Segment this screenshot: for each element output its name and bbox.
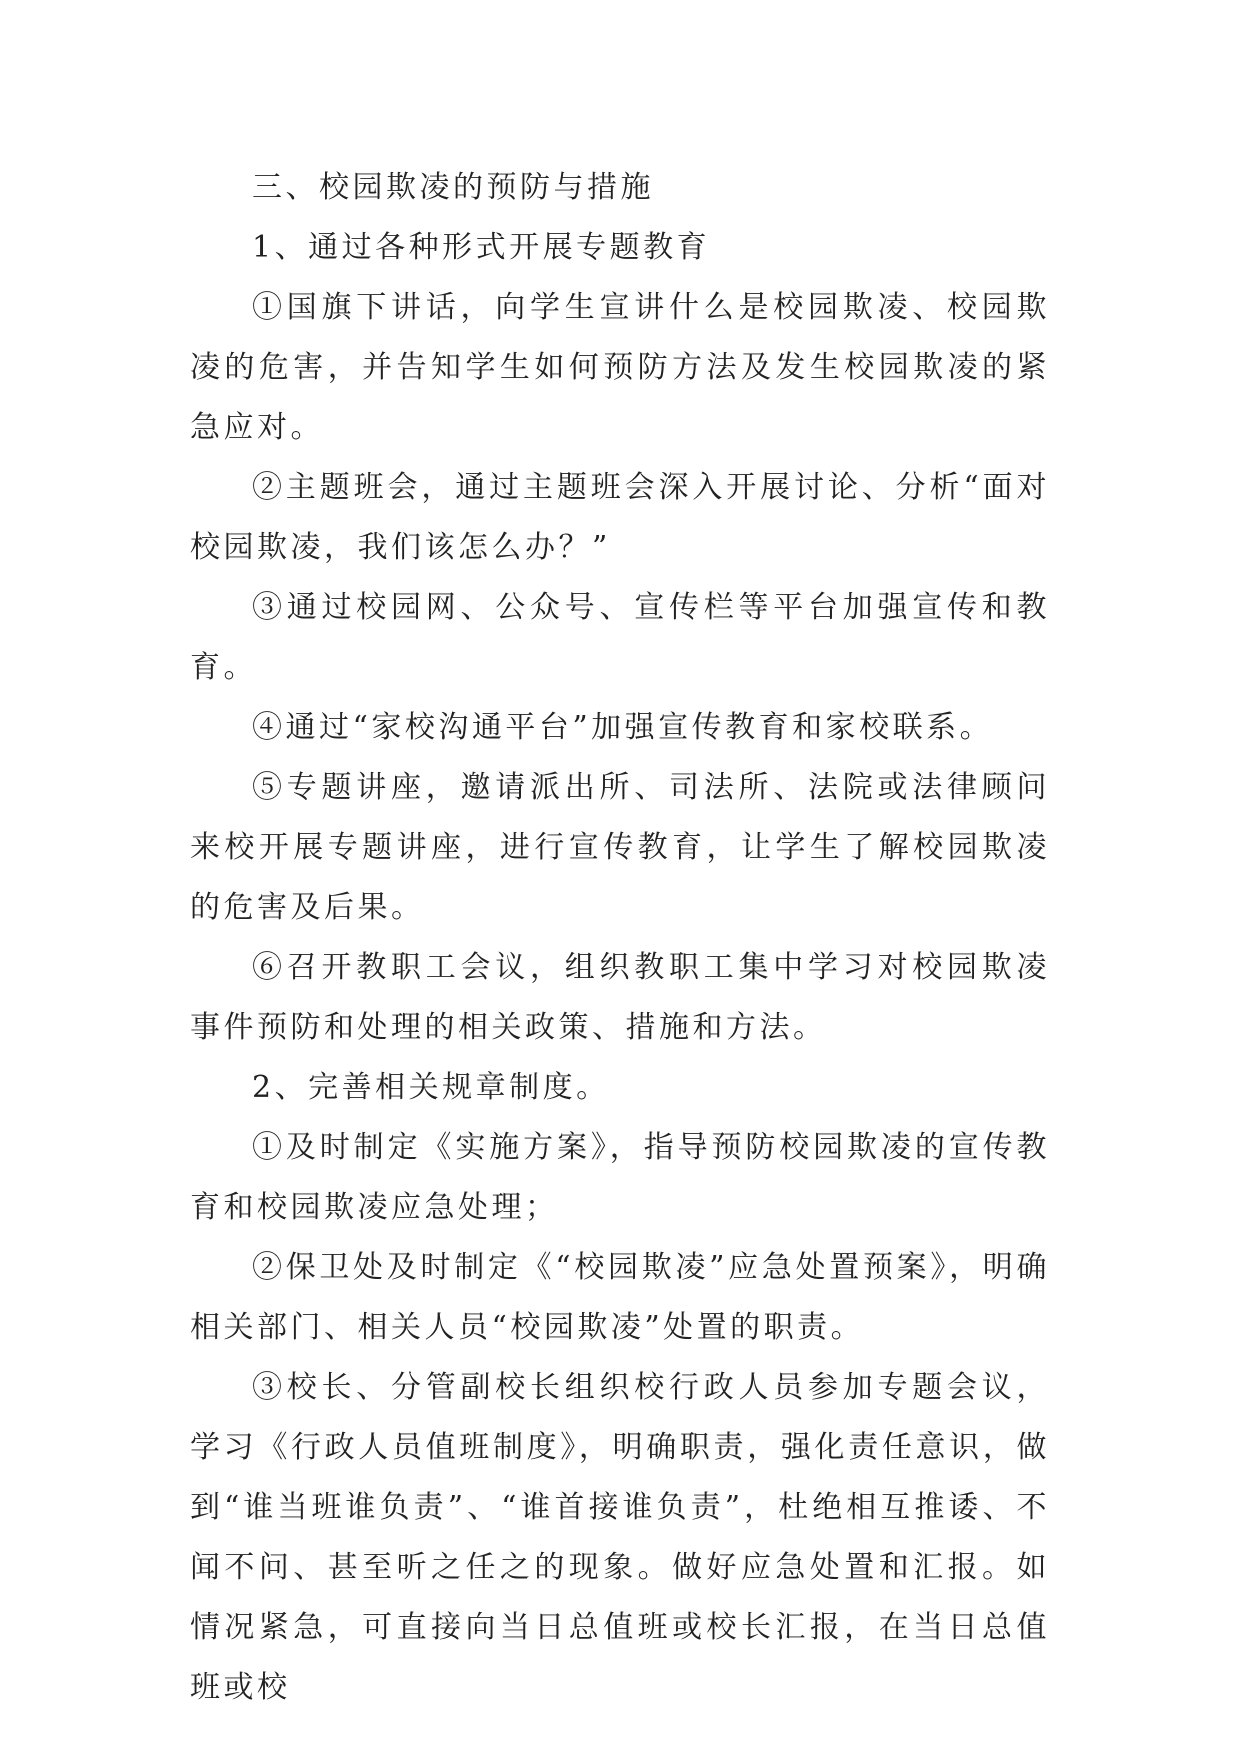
paragraph: ①及时制定《实施方案》，指导预防校园欺凌的宣传教育和校园欺凌应急处理； (190, 1130, 1050, 1225)
section-heading: 三、校园欺凌的预防与措施 (252, 170, 654, 205)
paragraph: ⑥召开教职工会议，组织教职工集中学习对校园欺凌事件预防和处理的相关政策、措施和方法。 (190, 950, 1050, 1045)
paragraph: ⑤专题讲座，邀请派出所、司法所、法院或法律顾问来校开展专题讲座，进行宣传教育，让学生了解校园欺凌的危害及后果。 (190, 770, 1050, 925)
document-body (190, 158, 1050, 1718)
paragraph: ③通过校园网、公众号、宣传栏等平台加强宣传和教育。 (190, 590, 1050, 685)
paragraph: ③校长、分管副校长组织校行政人员参加专题会议，学习《行政人员值班制度》，明确职责，强化责任意识，做到“谁当班谁负责”、“谁首接谁负责”，杜绝相互推诿、不闻不问、甚至听之任之的现象。做好应急处置和汇报。如情况紧急，可直接向当日总值班或校长汇报，在当日总值班或校 (190, 1370, 1050, 1705)
paragraph: ①国旗下讲话，向学生宣讲什么是校园欺凌、校园欺凌的危害，并告知学生如何预防方法及发生校园欺凌的紧急应对。 (190, 290, 1050, 445)
paragraph: ②主题班会，通过主题班会深入开展讨论、分析“面对校园欺凌，我们该怎么办？” (190, 470, 1050, 565)
paragraph: ④通过“家校沟通平台”加强宣传教育和家校联系。 (252, 710, 994, 745)
paragraph: ②保卫处及时制定《“校园欺凌”应急处置预案》，明确相关部门、相关人员“校园欺凌”处置的职责。 (190, 1250, 1050, 1345)
subsection-heading: 2、完善相关规章制度。 (252, 1070, 610, 1105)
subsection-heading: 1、通过各种形式开展专题教育 (252, 230, 711, 265)
